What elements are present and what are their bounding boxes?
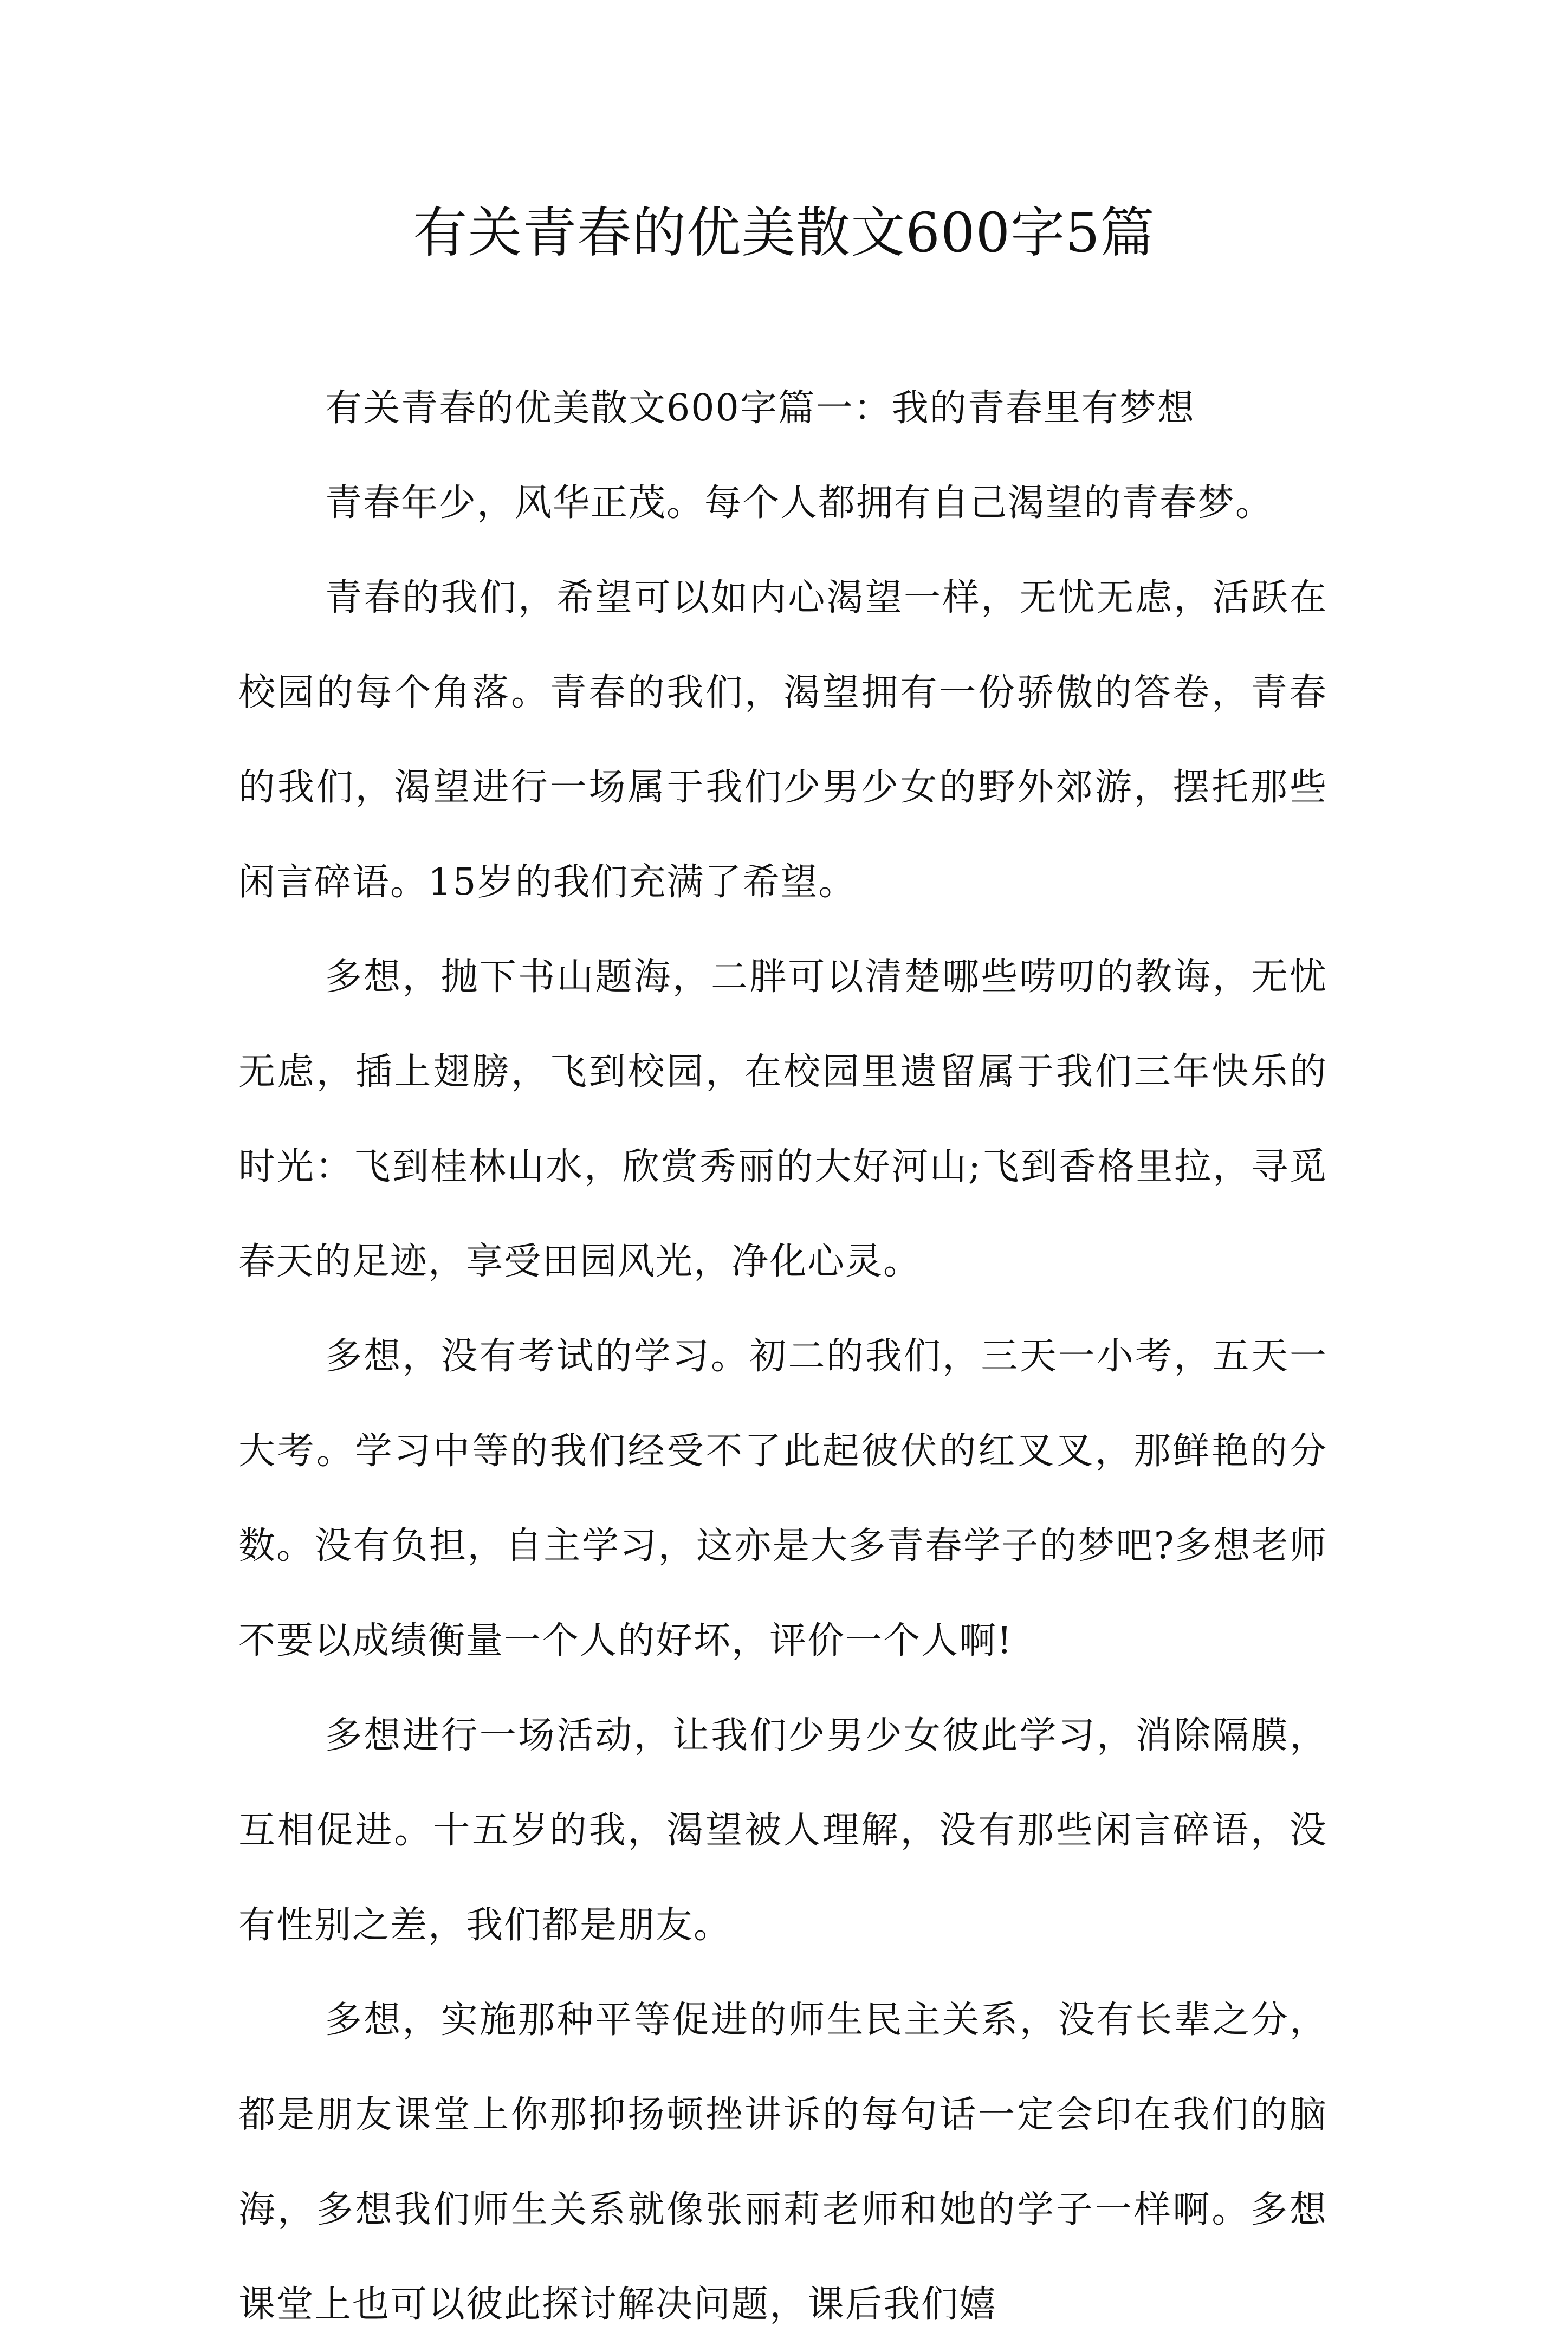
paragraph: 多想，没有考试的学习。初二的我们，三天一小考，五天一大考。学习中等的我们经受不了此起彼伏的红叉叉，那鲜艳的分数。没有负担，自主学习，这亦是大多青春学子的梦吧?多想老师不要以成绩衡量一个人的好坏，评价一个人啊!: [238, 1335, 1327, 1662]
paragraph: 多想，实施那种平等促进的师生民主关系，没有长辈之分，都是朋友课堂上你那抑扬顿挫讲诉的每句话一定会印在我们的脑海，多想我们师生关系就像张丽莉老师和她的学子一样啊。多想课堂上也可以彼此探讨解决问题，课后我们嬉: [238, 1999, 1327, 2326]
paragraph: 多想，抛下书山题海，二胖可以清楚哪些唠叨的教诲，无忧无虑，插上翅膀，飞到校园，在校园里遗留属于我们三年快乐的时光：飞到桂林山水，欣赏秀丽的大好河山;飞到香格里拉，寻觅春天的足迹，享受田园风光，净化心灵。: [238, 956, 1327, 1283]
paragraph: 多想进行一场活动，让我们少男少女彼此学习，消除隔膜，互相促进。十五岁的我，渴望被人理解，没有那些闲言碎语，没有性别之差，我们都是朋友。: [238, 1714, 1327, 1947]
document-title: 有关青春的优美散文600字5篇: [413, 201, 1155, 264]
document-body: [238, 361, 1327, 2352]
paragraph: 青春的我们，希望可以如内心渴望一样，无忧无虑，活跃在校园的每个角落。青春的我们，渴望拥有一份骄傲的答卷，青春的我们，渴望进行一场属于我们少男少女的野外郊游，摆托那些闲言碎语。15岁的我们充满了希望。: [238, 576, 1327, 904]
paragraph: 青春年少，风华正茂。每个人都拥有自己渴望的青春梦。: [325, 482, 1274, 524]
section-heading: 有关青春的优美散文600字篇一：我的青春里有梦想: [325, 387, 1195, 430]
